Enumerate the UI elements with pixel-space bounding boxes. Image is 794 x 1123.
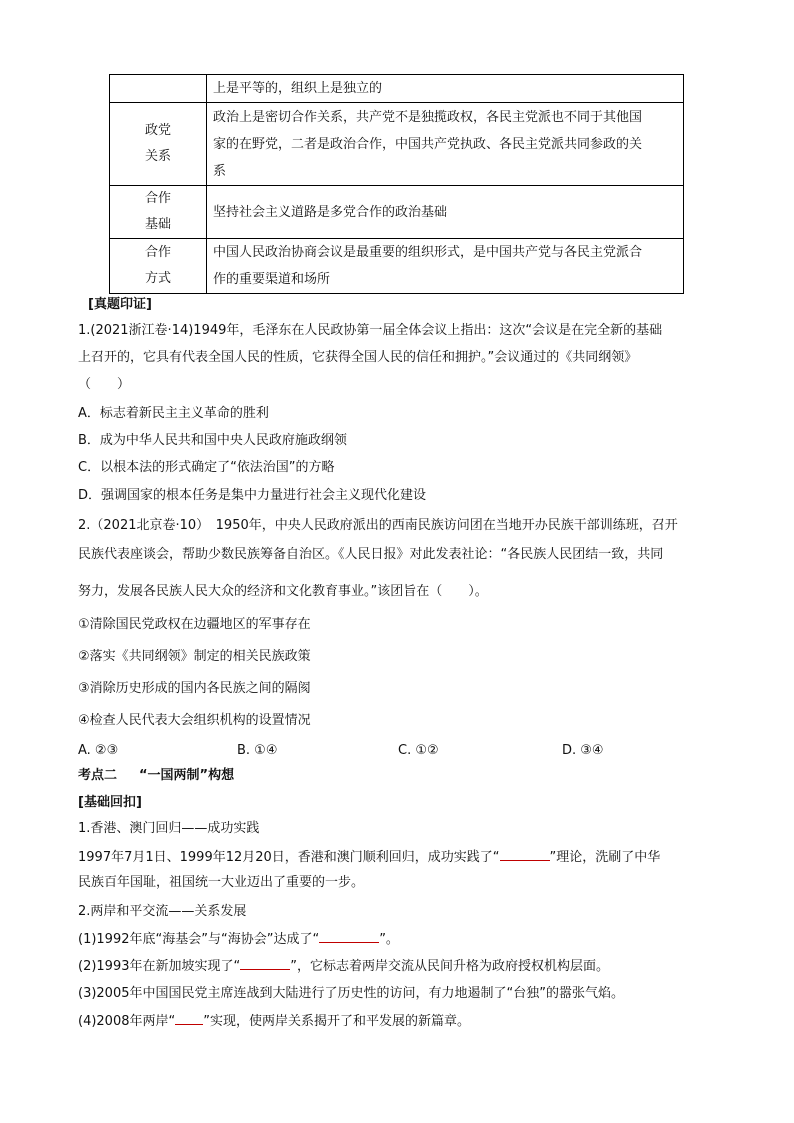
table-text-line: 上是平等的，组织上是独立的 [213, 81, 383, 96]
section-heading-zhenti: [真题印证] [88, 297, 152, 312]
table-text-line: 坚持社会主义道路是多党合作的政治基础 [213, 204, 448, 220]
table-row [110, 103, 684, 186]
q1-option-c: C．以根本法的形式确定了“依法治国”的方略 [78, 460, 335, 475]
table-label-cell [110, 75, 207, 103]
label-line: 关系 [144, 149, 171, 164]
q2-item-4: ④检查人民代表大会组织机构的设置情况 [78, 713, 311, 728]
label-line: 政党 [144, 123, 171, 138]
q2-stem-line: 民族代表座谈会，帮助少数民族筹备自治区。《人民日报》对此发表社论：“各民族人民团结一致，共同 [78, 547, 664, 562]
table-label-cell [110, 186, 207, 239]
q2-option-d: D. ③④ [562, 743, 604, 758]
p2-item-text: ”，它标志着两岸交流从民间升格为政府授权机构层面。 [290, 959, 609, 974]
label-line: 合作 [144, 191, 171, 206]
p2-item-4 [78, 1010, 470, 1033]
p2-item-text: (4)2008年两岸“ [78, 1014, 176, 1029]
table-text-line: 家的在野党，二者是政治合作，中国共产党执政、各民主党派共同参政的关 [213, 136, 643, 152]
table-content-cell [207, 75, 684, 103]
table-text-line: 作的重要渠道和场所 [213, 272, 331, 287]
q2-item-3: ③消除历史形成的国内各民族之间的隔阂 [78, 681, 311, 696]
p1-line1-text-b: ”理论，洗刷了中华 [549, 850, 661, 865]
p2-item-text: ”实现，使两岸关系揭开了和平发展的新篇章。 [203, 1014, 470, 1029]
p1-heading: 1.香港、澳门回归——成功实践 [78, 821, 260, 836]
table-content-cell [207, 239, 684, 294]
p1-line [78, 846, 660, 869]
q2-option-c: C. ①② [398, 743, 439, 758]
p2-item-text: ”。 [379, 932, 399, 947]
q2-item-2: ②落实《共同纲领》制定的相关民族政策 [78, 649, 311, 664]
label-line: 方式 [144, 271, 171, 286]
kaodian-title: “一国两制”构想 [139, 768, 235, 783]
p2-heading: 2.两岸和平交流——关系发展 [78, 904, 247, 919]
p2-item-1 [78, 928, 399, 951]
fill-blank[interactable] [500, 846, 550, 861]
q2-option-a: A. ②③ [78, 743, 119, 758]
table-row [110, 239, 684, 294]
q1-stem-line: 1.(2021浙江卷·14)1949年，毛泽东在人民政协第一届全体会议上指出：这次“会议是在完全新的基础 [78, 323, 663, 338]
fill-blank[interactable] [175, 1010, 203, 1025]
p2-item-2 [78, 955, 609, 978]
q1-option-a: A．标志着新民主主义革命的胜利 [78, 406, 269, 421]
table-row [110, 186, 684, 239]
kaodian-label: 考点二 [78, 768, 118, 783]
p2-item-3: (3)2005年中国国民党主席连战到大陆进行了历史性的访问，有力地遏制了“台独”的嚣张气焰。 [78, 986, 624, 1001]
p1-line: 民族百年国耻，祖国统一大业迈出了重要的一步。 [78, 875, 365, 890]
p2-item-text: (2)1993年在新加坡实现了“ [78, 959, 241, 974]
q2-stem-line: 努力，发展各民族人民大众的经济和文化教育事业。”该团旨在（ ）。 [78, 584, 488, 599]
label-line: 基础 [144, 217, 171, 232]
q1-option-b: B．成为中华人民共和国中央人民政府施政纲领 [78, 433, 347, 448]
table-text-line: 中国人民政治协商会议是最重要的组织形式，是中国共产党与各民主党派合 [213, 245, 643, 260]
q2-option-b: B. ①④ [237, 743, 278, 758]
party-relations-table [109, 74, 684, 294]
section-heading-jichu: [基础回扣] [78, 795, 142, 810]
table-label-cell [110, 103, 207, 186]
q1-answer-bracket: （ ） [78, 377, 131, 392]
p1-line1-text-a: 1997年7月1日、1999年12月20日，香港和澳门顺利回归，成功实践了“ [78, 850, 500, 865]
table-content-cell [207, 103, 684, 186]
table-content-cell [207, 186, 684, 239]
table-row [110, 75, 684, 103]
fill-blank[interactable] [240, 955, 290, 970]
table-text-line: 系 [213, 163, 227, 179]
p2-item-text: (1)1992年底“海基会”与“海协会”达成了“ [78, 932, 320, 947]
fill-blank[interactable] [319, 928, 379, 943]
q1-stem-line: 上召开的，它具有代表全国人民的性质，它获得全国人民的信任和拥护。”会议通过的《共同纲领》 [78, 350, 638, 365]
q2-item-1: ①清除国民党政权在边疆地区的军事存在 [78, 617, 311, 632]
q1-option-d: D．强调国家的根本任务是集中力量进行社会主义现代化建设 [78, 488, 427, 503]
label-line: 合作 [144, 245, 171, 260]
table-text-line: 政治上是密切合作关系，共产党不是独揽政权，各民主党派也不同于其他国 [213, 109, 643, 125]
table-label-cell [110, 239, 207, 294]
q2-stem-line: 2.（2021北京卷·10） 1950年，中央人民政府派出的西南民族访问团在当地开办民族干部训练班，召开 [78, 518, 678, 533]
kaodian-heading [78, 765, 234, 787]
